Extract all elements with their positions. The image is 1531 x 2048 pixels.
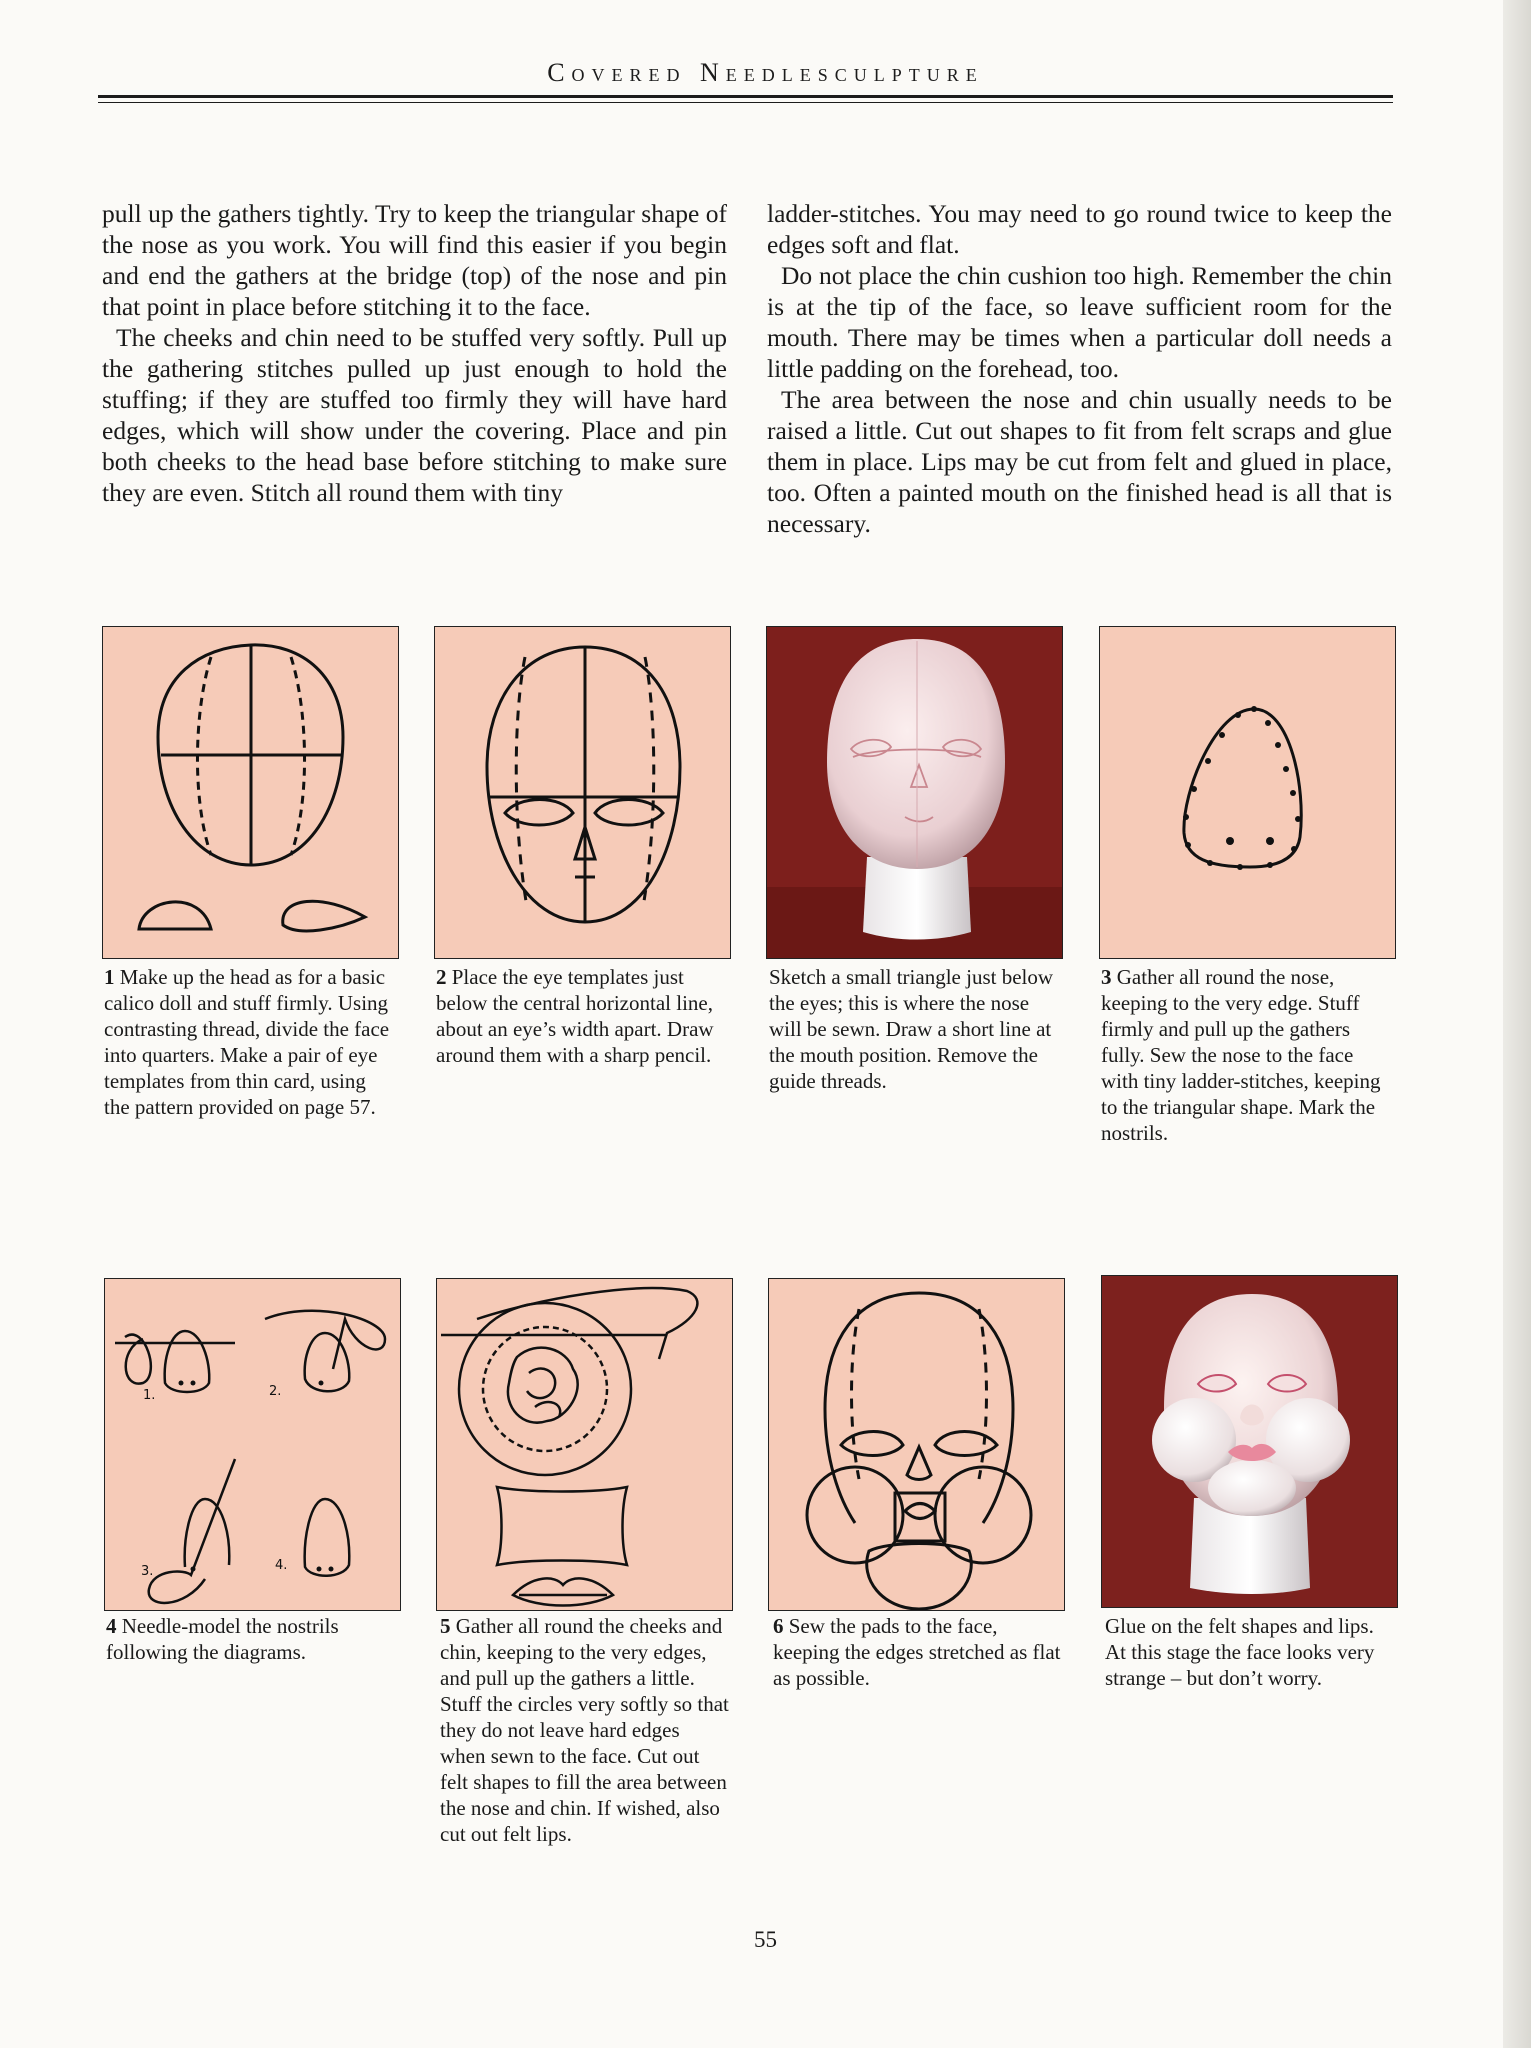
- diagram-4-nostrils: [104, 1278, 401, 1611]
- step-number: 6: [773, 1614, 784, 1638]
- diagram-6-pads-sewn: [768, 1278, 1065, 1611]
- step-number: 2: [436, 965, 447, 989]
- diagram-5-cheek-pads: [436, 1278, 733, 1611]
- caption-text: Gather all round the nose, keeping to the very edge. Stuff firmly and pull up the gathers fully. Sew the nose to the face with tiny ladder-stitches, keeping to the triangular shape. Mark the nostrils.: [1101, 965, 1381, 1145]
- diagram-label: 3.: [141, 1564, 154, 1579]
- caption-step-1: [104, 964, 394, 1120]
- step-number: 5: [440, 1614, 451, 1638]
- caption-text: Place the eye templates just below the central horizontal line, about an eye’s width apart. Draw around them with a sharp pencil.: [436, 965, 714, 1067]
- photo-head-sketched-face: [766, 626, 1063, 959]
- diagram-2-eye-templates: [434, 626, 731, 959]
- paragraph: Do not place the chin cushion too high. Remember the chin is at the tip of the face, so leave sufficient room for the mouth. There may be times when a particular doll needs a little padding on the forehead, too.: [767, 261, 1392, 383]
- caption-step-5: [440, 1613, 730, 1847]
- diagram-3-nose-gather: [1099, 626, 1396, 959]
- text-column-right: [767, 198, 1392, 539]
- caption-step-6: [773, 1613, 1063, 1691]
- caption-felt-shapes: [1105, 1613, 1395, 1691]
- paragraph: The area between the nose and chin usually needs to be raised a little. Cut out shapes to fit from felt scraps and glue them in place. Lips may be cut from felt and glued in place, too. Often a painted mouth on the finished head is all that is necessary.: [767, 385, 1392, 538]
- caption-text: Make up the head as for a basic calico doll and stuff firmly. Using contrasting thread, divide the face into quarters. Make a pair of eye templates from thin card, using the pattern provided on page 57.: [104, 965, 390, 1119]
- diagram-1-head-quarters: [102, 626, 399, 959]
- caption-text: Sketch a small triangle just below the eyes; this is where the nose will be sewn. Draw a short line at the mouth position. Remove the guide threads.: [769, 965, 1054, 1093]
- diagram-label: 1.: [143, 1388, 156, 1403]
- caption-text: Glue on the felt shapes and lips. At this stage the face looks very strange – but don’t worry.: [1105, 1614, 1375, 1690]
- diagram-label: 2.: [269, 1384, 282, 1399]
- header-rule-thin: [98, 102, 1393, 103]
- caption-text: Sew the pads to the face, keeping the edges stretched as flat as possible.: [773, 1614, 1061, 1690]
- page-edge: [1503, 0, 1531, 2048]
- step-number: 3: [1101, 965, 1112, 989]
- step-number: 1: [104, 965, 115, 989]
- page-number: 55: [754, 1927, 777, 1952]
- caption-step-3: [1101, 964, 1391, 1146]
- paragraph: ladder-stitches. You may need to go round twice to keep the edges soft and flat.: [767, 199, 1392, 259]
- caption-step-2: [436, 964, 726, 1068]
- photo-head-felt-shapes: [1101, 1275, 1398, 1608]
- paragraph: pull up the gathers tightly. Try to keep the triangular shape of the nose as you work. You will find this easier if you begin and end the gathers at the bridge (top) of the nose and pin that point in place before stitching it to the face.: [102, 199, 727, 321]
- diagram-label: 4.: [275, 1558, 288, 1573]
- text-column-left: [102, 198, 727, 508]
- header-rule: [98, 95, 1393, 98]
- caption-text: Needle-model the nostrils following the diagrams.: [106, 1614, 339, 1664]
- step-number: 4: [106, 1614, 117, 1638]
- caption-step-4: [106, 1613, 396, 1665]
- caption-text: Gather all round the cheeks and chin, keeping to the very edges, and pull up the gathers a little. Stuff the circles very softly so that they do not leave hard edges when sewn to the face. Cut out felt shapes to fill the area between the nose and chin. If wished, also cut out felt lips.: [440, 1614, 729, 1846]
- running-header: Covered Needlesculpture: [547, 58, 984, 87]
- paragraph: The cheeks and chin need to be stuffed very softly. Pull up the gathering stitches pulled up just enough to hold the stuffing; if they are stuffed too firmly they will have hard edges, which will show under the covering. Place and pin both cheeks to the head base before stitching to make sure they are even. Stitch all round them with tiny: [102, 323, 727, 507]
- caption-sketch: [769, 964, 1059, 1094]
